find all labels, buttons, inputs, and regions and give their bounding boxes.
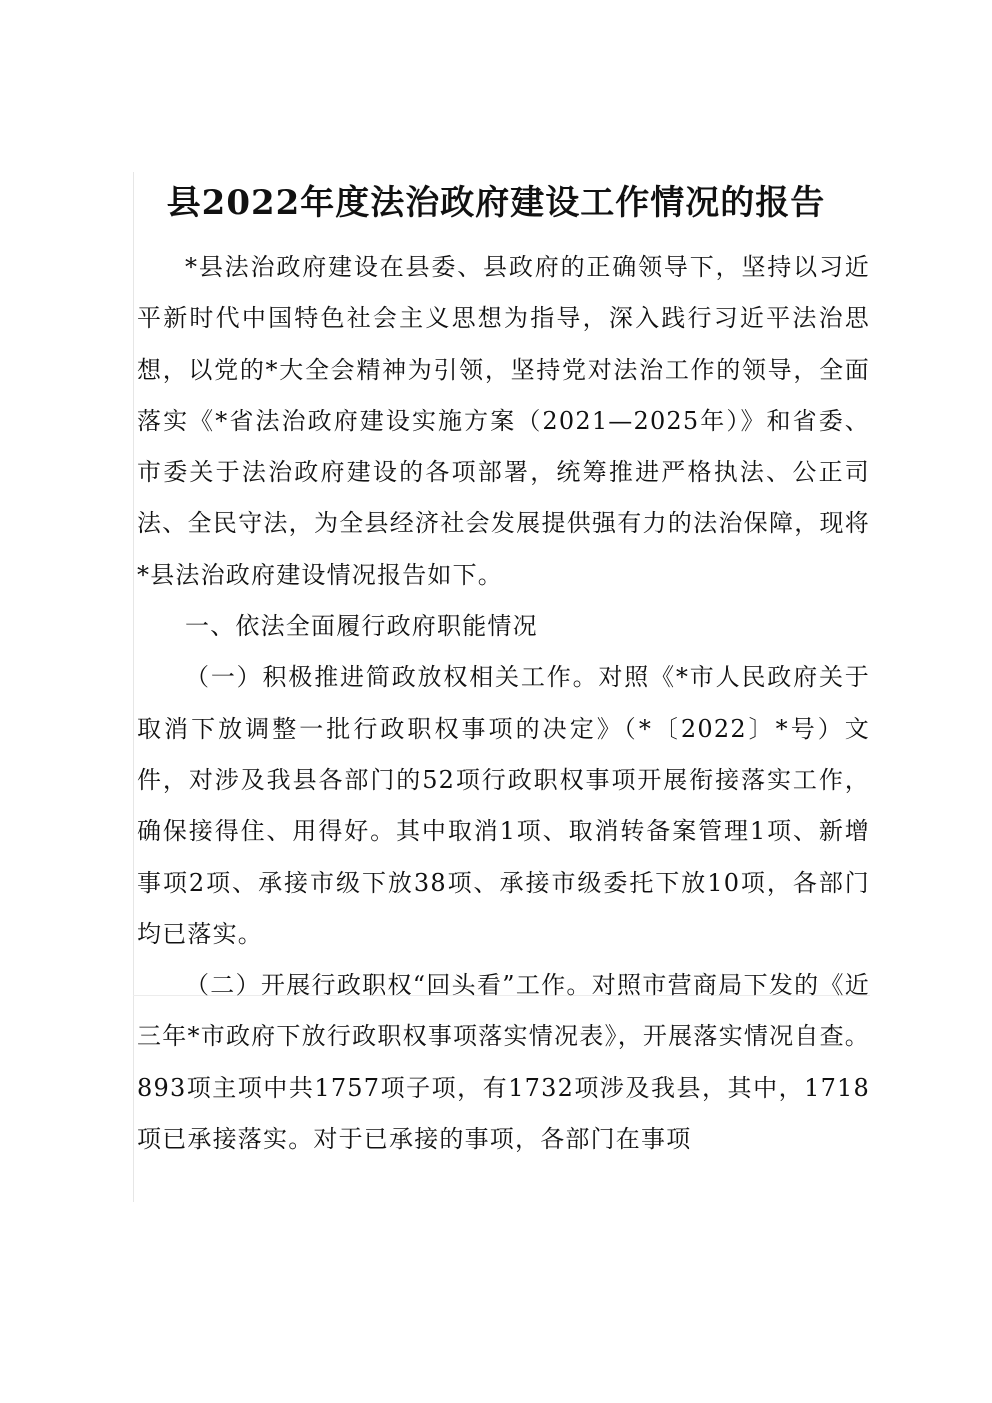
section-heading-1: 一、依法全面履行政府职能情况	[185, 612, 538, 641]
paragraph-item-1: （一）积极推进简政放权相关工作。对照《*市人民政府关于取消下放调整一批行政职权事项的决定》（*〔2022〕*号）文件，对涉及我县各部门的52项行政职权事项开展衔接落实工作，确保接得住、用得好。其中取消1项、取消转备案管理1项、新增事项2项、承接市级下放38项、承接市级委托下放10项，各部门均已落实。	[137, 663, 870, 948]
document-title: 县2022年度法治政府建设工作情况的报告	[166, 183, 826, 223]
paragraph-item-2: （二）开展行政职权“回头看”工作。对照市营商局下发的《近三年*市政府下放行政职权事项落实情况表》，开展落实情况自查。893项主项中共1757项子项，有1732项涉及我县，其中，1718项已承接落实。对于已承接的事项，各部门在事项	[137, 971, 870, 1154]
margin-guide-line	[133, 172, 134, 1202]
document-body	[137, 242, 870, 1165]
paragraph-intro: *县法治政府建设在县委、县政府的正确领导下，坚持以习近平新时代中国特色社会主义思想为指导，深入践行习近平法治思想，以党的*大全会精神为引领，坚持党对法治工作的领导，全面落实《*省法治政府建设实施方案（2021—2025年）》和省委、市委关于法治政府建设的各项部署，统筹推进严格执法、公正司法、全民守法，为全县经济社会发展提供强有力的法治保障，现将*县法治政府建设情况报告如下。	[137, 253, 870, 589]
